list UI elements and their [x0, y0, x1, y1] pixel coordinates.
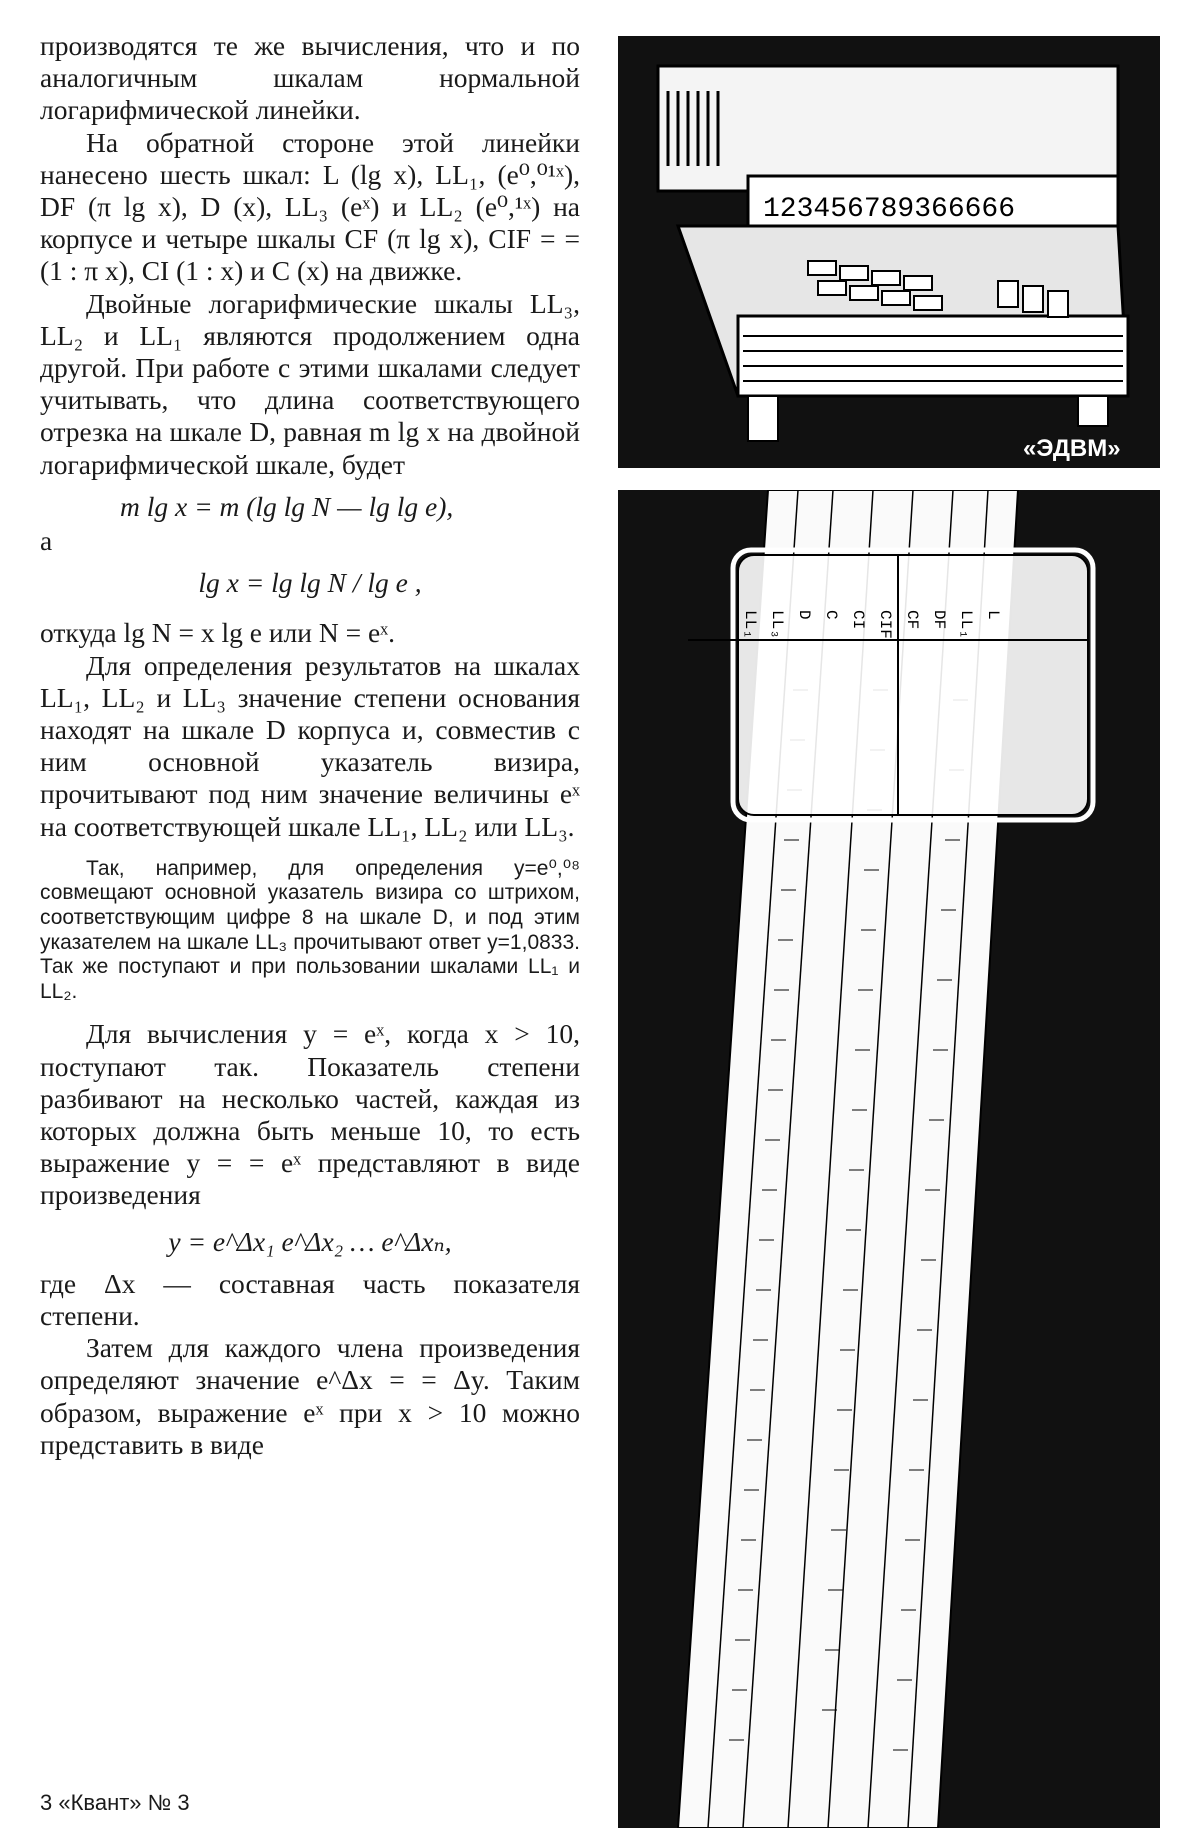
scale-label-cif: CIF: [876, 610, 894, 639]
scale-label-d: D: [795, 610, 813, 620]
scale-label-df: DF: [930, 610, 948, 630]
paragraph-1: производятся те же вычисления, что и по аналогичным шкалам нормальной логарифмической линейки.: [40, 30, 580, 126]
scale-label-ll1-right: LL₁: [957, 610, 975, 639]
scale-label-cf: CF: [903, 610, 921, 630]
paragraph-6: Для вычисления y = eˣ, когда x > 10, поступают так. Показатель степени разбивают на несколько частей, каждая из которых должна быть меньше 10, то есть выражение y = = eˣ представляют в виде произведения: [40, 1018, 580, 1211]
conjunction-a: а: [40, 525, 53, 557]
scale-label-ll3: LL₃: [768, 610, 786, 639]
formula-1: m lg x = m (lg lg N — lg lg e),: [120, 490, 454, 522]
display-digits: 123456789366666: [763, 194, 1016, 225]
slide-rule-drawing: [618, 490, 1160, 1828]
example-note: Так, например, для определения y=e⁰,⁰⁸ совмещают основной указатель визира со штрихом, соответствующим цифре 8 на шкале D, и под этим указателем на шкале LL₃ прочитывают ответ y=1,0833. Так же поступают и при пользовании шкалами LL₁ и LL₂.: [40, 856, 580, 1003]
paragraph-4: откуда lg N = x lg e или N = eˣ.: [40, 617, 396, 649]
scale-label-ll1-left: LL₁: [741, 610, 759, 639]
formula-2: lg x = lg lg N / lg e ,: [198, 567, 422, 599]
paragraph-8: Затем для каждого члена произведения определяют значение e^Δx = = Δy. Таким образом, выражение eˣ при x > 10 можно представить в виде: [40, 1332, 580, 1460]
calculator-drawing: [618, 36, 1160, 468]
page-footer: 3 «Квант» № 3: [40, 1790, 190, 1815]
scale-label-l: L: [984, 610, 1002, 620]
calculator-photo: [618, 36, 1160, 468]
paragraph-2: На обратной стороне этой линейки нанесено шесть шкал: L (lg x), LL₁, (e⁰,⁰¹ˣ), DF (π lg x), D (x), LL₃ (eˣ) и LL₂ (e⁰,¹ˣ) на корпусе и четыре шкалы CF (π lg x), CIF = = (1 : π x), CI (1 : x) и C (x) на движке.: [40, 126, 580, 287]
scale-label-c: C: [822, 610, 840, 620]
paragraph-7: где Δx — составная часть показателя степени.: [40, 1267, 580, 1332]
paragraph-5: Для определения результатов на шкалах LL₁, LL₂ и LL₃ значение степени основания находят на шкале D корпуса и, совместив с ним основной указатель визира, прочитывают под ним значение величины eˣ на соответствующей шкале LL₁, LL₂ или LL₃.: [40, 649, 580, 842]
calculator-caption: «ЭДВМ»: [1023, 435, 1121, 462]
formula-3: y = e^Δx₁ e^Δx₂ … e^Δxₙ,: [168, 1225, 452, 1257]
scale-label-ci: CI: [849, 610, 867, 630]
paragraph-3: Двойные логарифмические шкалы LL₃, LL₂ и LL₁ являются продолжением одна другой. При работе с этими шкалами следует учитывать, что длина соответствующего отрезка на шкале D, равная m lg x на двойной логарифмической шкале, будет: [40, 287, 580, 480]
text-column: [40, 30, 580, 1461]
slide-rule-photo: [618, 490, 1160, 1828]
